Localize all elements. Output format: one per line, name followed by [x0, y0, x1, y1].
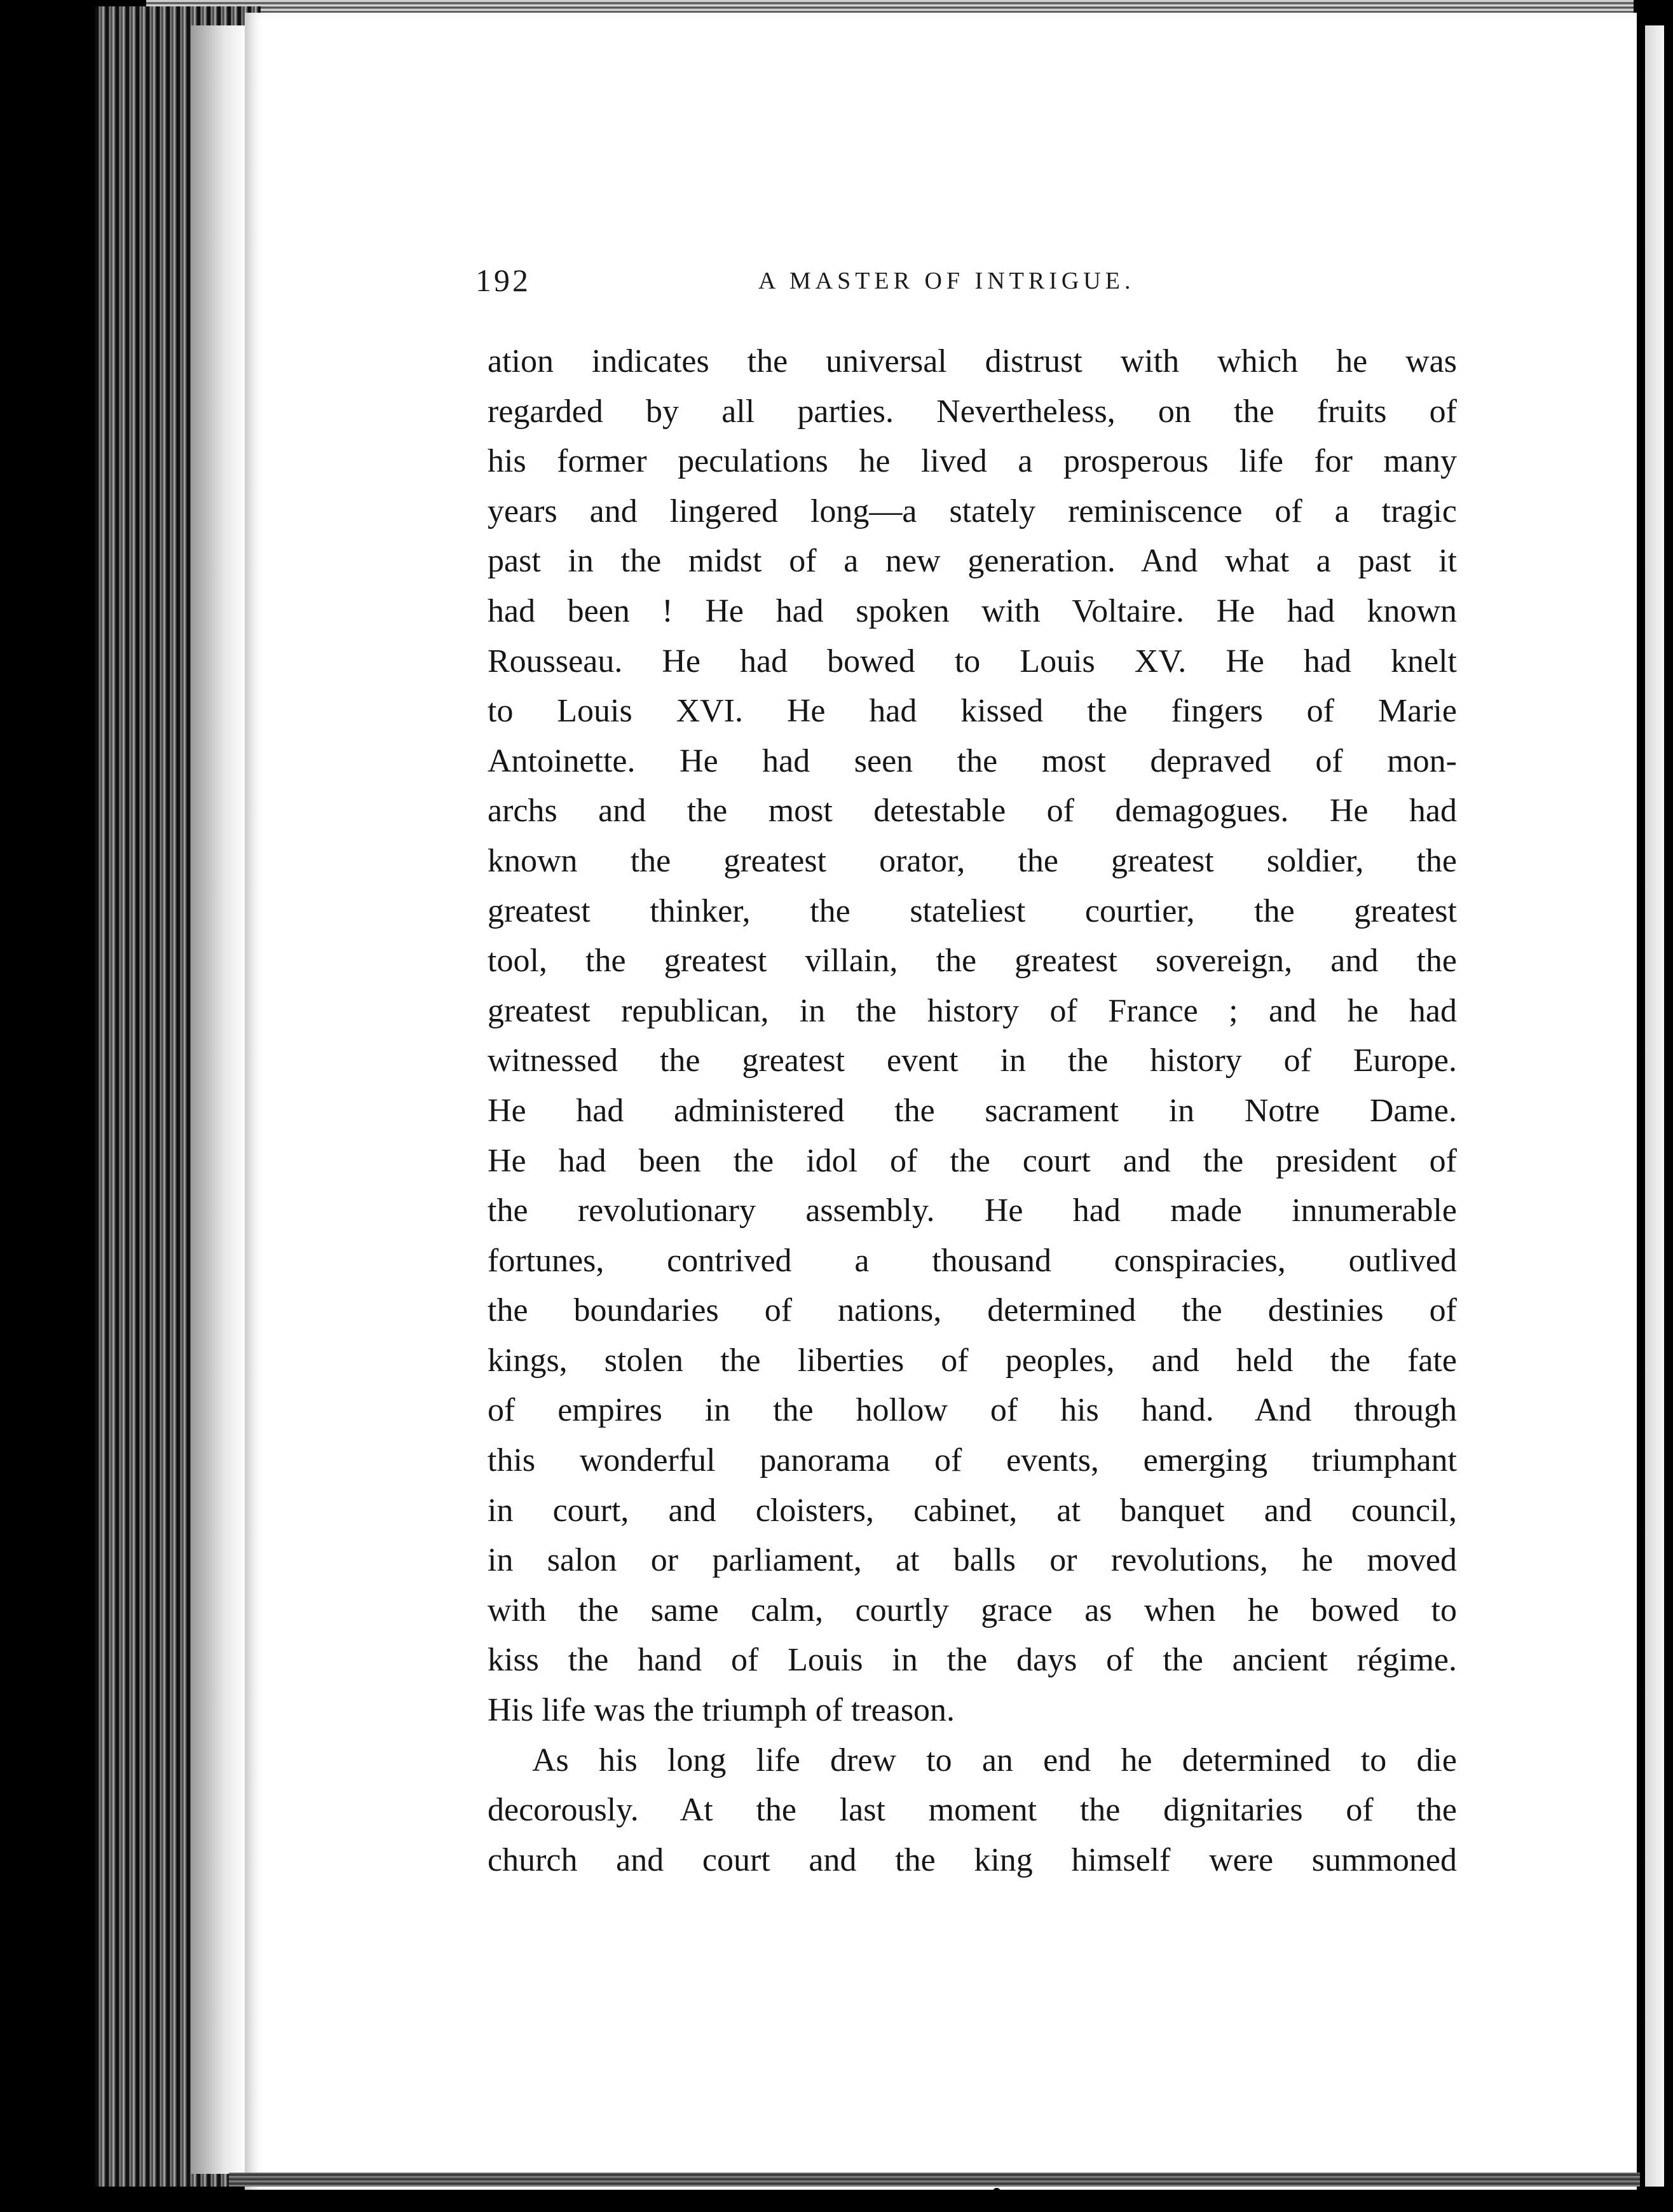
running-head — [475, 262, 1175, 300]
page-number: 192 — [475, 263, 531, 298]
text-line: As his long life drew to an end he determined to die — [532, 1742, 1457, 1778]
text-line: in salon or parliament, at balls or revolutions, he moved — [488, 1542, 1457, 1579]
book-page-edges-light — [191, 25, 248, 2174]
text-line: past in the midst of a new generation. And what a past it — [488, 543, 1457, 580]
text-line: with the same calm, courtly grace as when he bowed to — [488, 1592, 1457, 1628]
text-line: to Louis XVI. He had kissed the fingers of Marie — [488, 693, 1457, 730]
text-line: in court, and cloisters, cabinet, at banquet and council, — [488, 1492, 1457, 1529]
text-line: the boundaries of nations, determined the destinies of — [488, 1292, 1457, 1329]
body-text — [488, 337, 1457, 1885]
text-line: witnessed the greatest event in the history of Europe. — [488, 1042, 1457, 1079]
text-line: this wonderful panorama of events, emerging triumphant — [488, 1442, 1457, 1479]
text-line: of empires in the hollow of his hand. And through — [488, 1392, 1457, 1429]
text-line: fortunes, contrived a thousand conspiracies, outlived — [488, 1242, 1457, 1279]
text-line: ation indicates the universal distrust with which he was — [488, 343, 1457, 379]
book-bottom-edge — [229, 2173, 1640, 2187]
text-line: the revolutionary assembly. He had made innumerable — [488, 1192, 1457, 1229]
text-line: regarded by all parties. Nevertheless, on the fruits of — [488, 393, 1457, 430]
text-line: Antoinette. He had seen the most depraved of mon- — [488, 742, 1457, 779]
scan-speck — [1168, 2204, 1171, 2208]
text-line: church and court and the king himself were summoned — [488, 1841, 1457, 1878]
facing-page-sliver — [1645, 25, 1664, 2187]
text-line: years and lingered long—a stately reminiscence of a tragic — [488, 493, 1457, 529]
text-line: kings, stolen the liberties of peoples, and held the fate — [488, 1342, 1457, 1379]
text-line: tool, the greatest villain, the greatest sovereign, and the — [488, 943, 1457, 980]
running-head-title: A MASTER OF INTRIGUE. — [758, 268, 1135, 294]
text-line: decorously. At the last moment the dignitaries of the — [488, 1792, 1457, 1829]
text-line: greatest thinker, the stateliest courtier, the greatest — [488, 892, 1457, 929]
text-line: kiss the hand of Louis in the days of the ancient régime. — [488, 1642, 1457, 1679]
text-line: Rousseau. He had bowed to Louis XV. He had knelt — [488, 643, 1457, 679]
text-line: archs and the most detestable of demagogues. He had — [488, 793, 1457, 830]
text-line: known the greatest orator, the greatest soldier, the — [488, 842, 1457, 879]
paragraph — [488, 1736, 1457, 1886]
text-line: greatest republican, in the history of France ; and he had — [488, 992, 1457, 1029]
text-line: His life was the triumph of treason. — [488, 1692, 955, 1729]
scan-speck — [795, 2201, 797, 2204]
text-line: had been ! He had spoken with Voltaire. He had known — [488, 592, 1457, 629]
scan-speck — [893, 2199, 897, 2202]
text-line: his former peculations he lived a prosperous life for many — [488, 443, 1457, 480]
paragraph — [488, 337, 1457, 1736]
text-line: He had been the idol of the court and the president of — [488, 1142, 1457, 1179]
text-line: He had administered the sacrament in Notre Dame. — [488, 1092, 1457, 1129]
